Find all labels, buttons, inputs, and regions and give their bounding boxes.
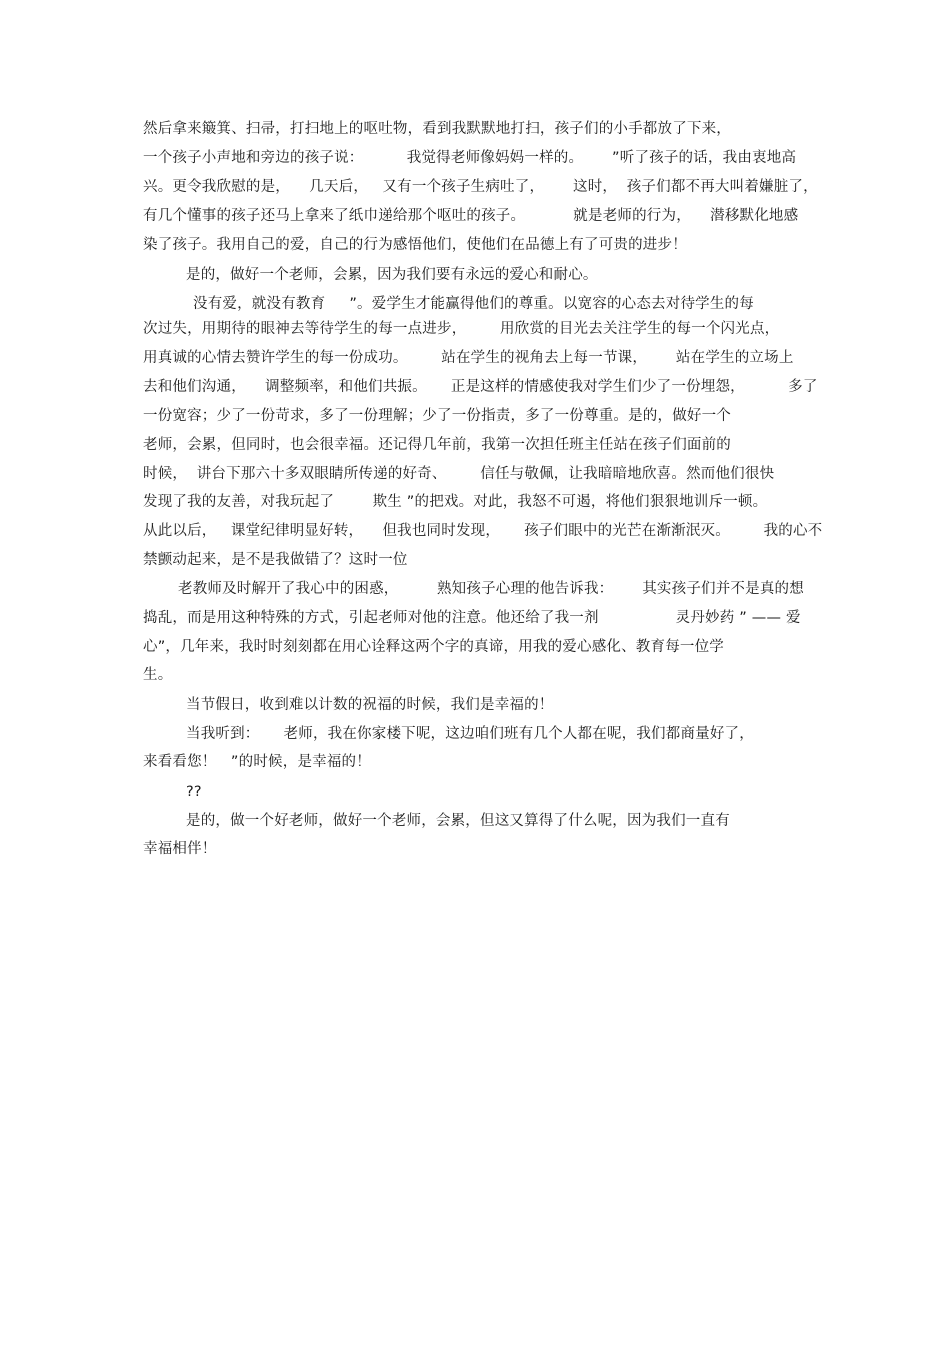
text-line: ?? (186, 784, 202, 800)
text-line: 兴。更令我欣慰的是， 几天后， 又有一个孩子生病吐了， 这时， 孩子们都不再大叫着嫌脏了， (143, 179, 818, 195)
text-line: 老教师及时解开了我心中的困惑， 熟知孩子心理的他告诉我： 其实孩子们并不是真的想 (178, 581, 804, 597)
text-line: 禁颤动起来，是不是我做错了？这时一位 (143, 552, 408, 568)
text-line: 是的，做好一个老师，会累，因为我们要有永远的爱心和耐心。 (186, 267, 598, 283)
text-line: 有几个懂事的孩子还马上拿来了纸巾递给那个呕吐的孩子。 就是老师的行为， 潜移默化地感 (143, 208, 799, 224)
text-line: 发现了我的友善，对我玩起了 欺生 ”的把戏。对此，我怒不可遏，将他们狠狠地训斥一顿。 (143, 494, 768, 510)
text-line: 时候， 讲台下那六十多双眼睛所传递的好奇、 信任与敬佩，让我暗暗地欣喜。然而他们很快 (143, 466, 775, 482)
text-line: 当节假日，收到难以计数的祝福的时候，我们是幸福的！ (186, 697, 554, 713)
text-line: 心”，几年来，我时时刻刻都在用心诠释这两个字的真谛，用我的爱心感化、教育每一位学 (143, 639, 725, 655)
text-line: 幸福相伴！ (143, 841, 217, 857)
text-line: 来看看您！ ”的时候，是幸福的！ (143, 754, 371, 770)
text-line: 然后拿来簸箕、扫帚，打扫地上的呕吐物，看到我默默地打扫，孩子们的小手都放了下来， (143, 121, 731, 137)
text-line: 一份宽容；少了一份苛求，多了一份理解；少了一份指责，多了一份尊重。是的，做好一个 (143, 408, 731, 424)
text-line: 用真诚的心情去赞许学生的每一份成功。 站在学生的视角去上每一节课， 站在学生的立场上 (143, 350, 794, 366)
text-line: 次过失，用期待的眼神去等待学生的每一点进步， 用欣赏的目光去关注学生的每一个闪光点， (143, 321, 780, 337)
text-line: 生。 (143, 667, 173, 683)
text-line: 染了孩子。我用自己的爱，自己的行为感悟他们，使他们在品德上有了可贵的进步！ (143, 237, 687, 253)
text-line: 从此以后， 课堂纪律明显好转， 但我也同时发现， 孩子们眼中的光芒在渐渐泯灭。 我的心不 (143, 523, 823, 539)
text-line: 一个孩子小声地和旁边的孩子说： 我觉得老师像妈妈一样的。 ”听了孩子的话，我由衷地高 (143, 150, 797, 166)
text-line: 当我听到： 老师，我在你家楼下呢，这边咱们班有几个人都在呢，我们都商量好了， (186, 726, 754, 742)
text-line: 捣乱，而是用这种特殊的方式，引起老师对他的注意。他还给了我一剂 灵丹妙药 ” —— 爱 (143, 610, 801, 626)
text-line: 去和他们沟通， 调整频率，和他们共振。 正是这样的情感使我对学生们少了一份埋怨， 多了 (143, 379, 818, 395)
text-line: 老师，会累，但同时，也会很幸福。还记得几年前，我第一次担任班主任站在孩子们面前的 (143, 437, 731, 453)
text-line: 是的，做一个好老师，做好一个老师，会累，但这又算得了什么呢，因为我们一直有 (186, 813, 730, 829)
text-line: 没有爱，就没有教育 ”。爱学生才能赢得他们的尊重。以宽容的心态去对待学生的每 (193, 296, 754, 312)
